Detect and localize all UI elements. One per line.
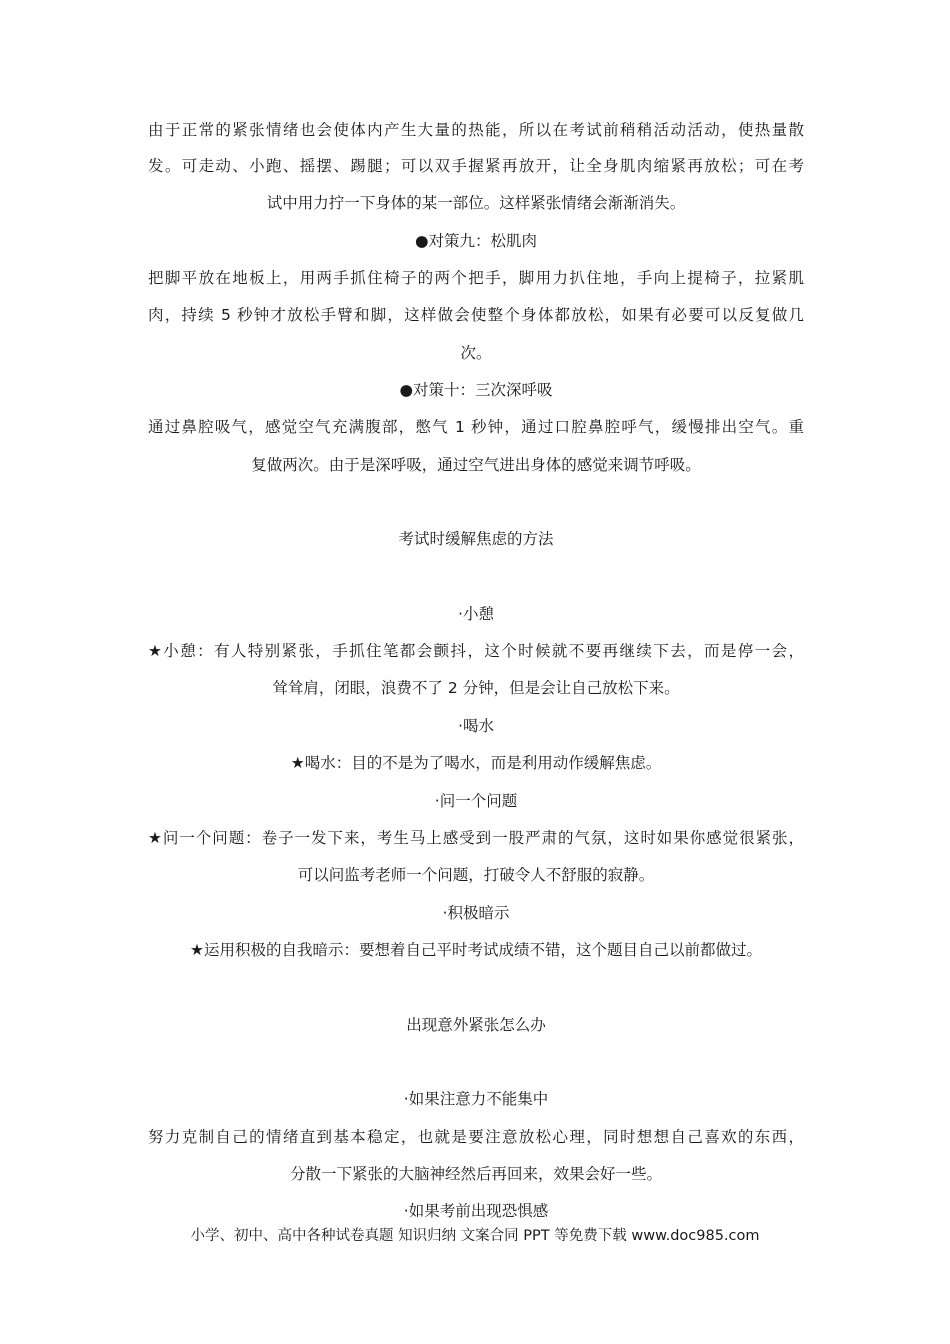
subheading-rest: ·小憩 — [458, 605, 494, 623]
paragraph-line: ★问一个问题：卷子一发下来，考生马上感受到一股严肃的气氛，这时如果你感觉很紧张， — [148, 829, 804, 847]
subheading-ask-question: ·问一个问题 — [434, 792, 518, 810]
subheading-positive-suggestion: ·积极暗示 — [442, 904, 510, 922]
paragraph-line: 次。 — [460, 344, 492, 362]
section-title-exam-anxiety: 考试时缓解焦虑的方法 — [398, 530, 554, 548]
paragraph-line: 耸耸肩，闭眼，浪费不了 2 分钟，但是会让自己放松下来。 — [272, 679, 680, 697]
subheading-lack-focus: ·如果注意力不能集中 — [403, 1090, 549, 1108]
subheading-drink-water: ·喝水 — [458, 717, 494, 735]
paragraph-line: 通过鼻腔吸气，感觉空气充满腹部，憋气 1 秒钟，通过口腔鼻腔呼气，缓慢排出空气。重 — [148, 418, 804, 436]
paragraph-line: 努力克制自己的情绪直到基本稳定，也就是要注意放松心理，同时想想自己喜欢的东西， — [148, 1128, 804, 1146]
paragraph-line: 可以问监考老师一个问题，打破令人不舒服的寂静。 — [297, 866, 655, 884]
paragraph-line: 试中用力拧一下身体的某一部位。这样紧张情绪会渐渐消失。 — [266, 194, 686, 212]
paragraph-line: 发。可走动、小跑、摇摆、踢腿；可以双手握紧再放开，让全身肌肉缩紧再放松；可在考 — [148, 157, 804, 175]
paragraph-line: ★运用积极的自我暗示：要想着自己平时考试成绩不错，这个题目自己以前都做过。 — [190, 941, 762, 959]
strategy-heading-9: ●对策九：松肌肉 — [414, 232, 538, 250]
strategy-heading-10: ●对策十：三次深呼吸 — [399, 381, 553, 399]
paragraph-line: 把脚平放在地板上，用两手抓住椅子的两个把手，脚用力扒住地，手向上提椅子，拉紧肌 — [148, 269, 804, 287]
paragraph-line: ★小憩：有人特别紧张，手抓住笔都会颤抖，这个时候就不要再继续下去，而是停一会， — [148, 642, 804, 660]
paragraph-line: 复做两次。由于是深呼吸，通过空气进出身体的感觉来调节呼吸。 — [251, 456, 701, 474]
paragraph-line: 由于正常的紧张情绪也会使体内产生大量的热能，所以在考试前稍稍活动活动，使热量散 — [148, 121, 804, 139]
subheading-fear: ·如果考前出现恐惧感 — [403, 1202, 549, 1220]
paragraph-line: 肉，持续 5 秒钟才放松手臂和脚，这样做会使整个身体都放松，如果有必要可以反复做几 — [148, 306, 804, 324]
page-footer: 小学、初中、高中各种试卷真题 知识归纳 文案合同 PPT 等免费下载 www.doc985.com — [190, 1228, 760, 1244]
paragraph-line: ★喝水：目的不是为了喝水，而是利用动作缓解焦虑。 — [290, 754, 662, 772]
paragraph-line: 分散一下紧张的大脑神经然后再回来，效果会好一些。 — [289, 1165, 662, 1183]
section-title-unexpected-tension: 出现意外紧张怎么办 — [406, 1016, 546, 1034]
